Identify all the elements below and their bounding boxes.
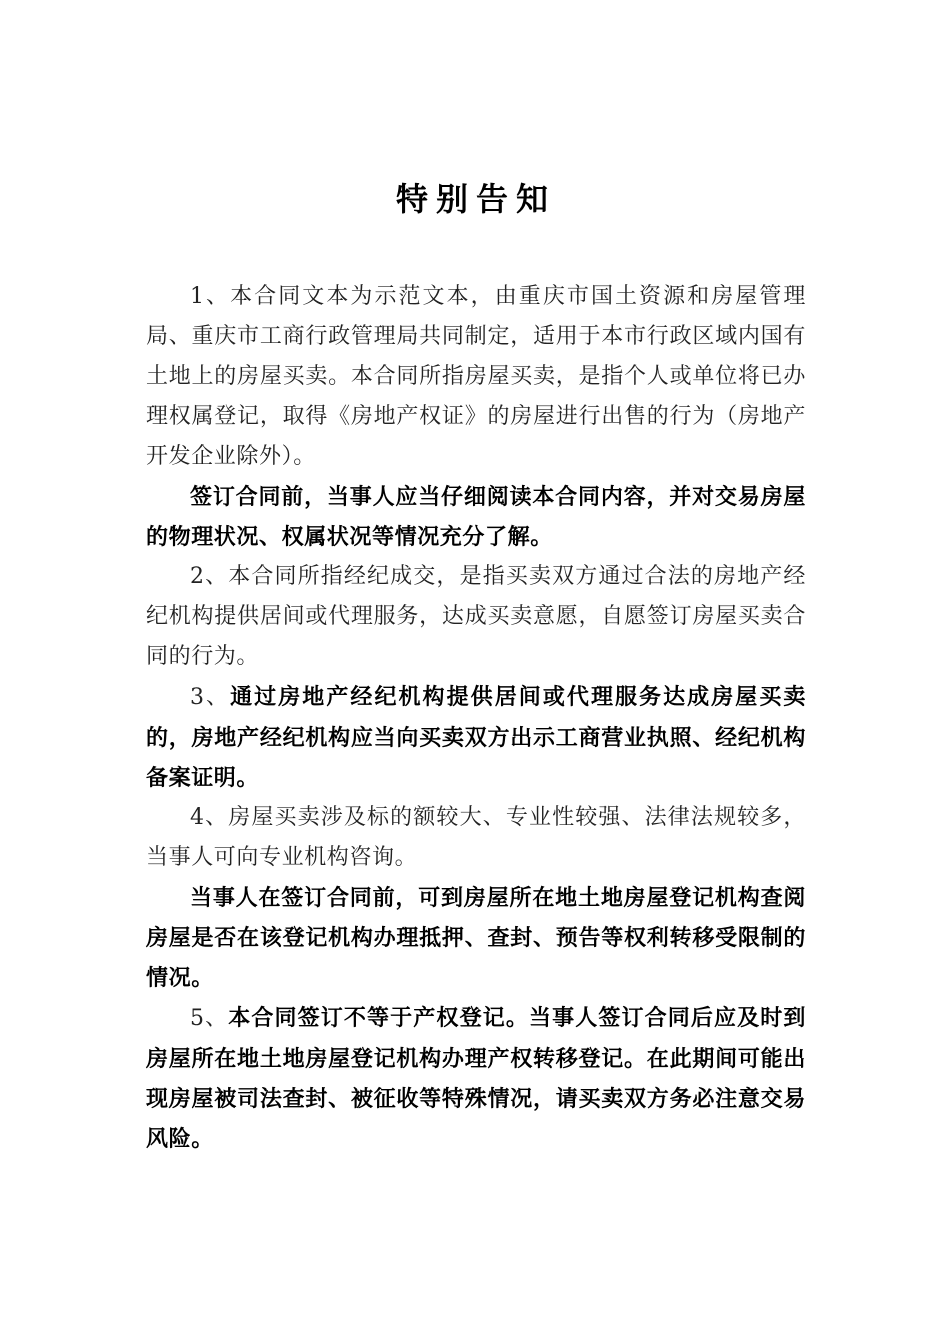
paragraph-4-number: 3、: [190, 685, 231, 710]
paragraph-3: 2、本合同所指经纪成交，是指买卖双方通过合法的房地产经纪机构提供居间或代理服务，达成买卖意愿，自愿签订房屋买卖合同的行为。: [146, 564, 806, 669]
paragraph-5: 4、房屋买卖涉及标的额较大、专业性较强、法律法规较多，当事人可向专业机构咨询。: [146, 805, 806, 870]
paragraph-4-text: 通过房地产经纪机构提供居间或代理服务达成房屋买卖的，房地产经纪机构应当向买卖双方出示工商营业执照、经纪机构备案证明。: [146, 684, 806, 791]
document-body: [146, 277, 806, 1159]
paragraph-7-text: 本合同签订不等于产权登记。当事人签订合同后应及时到房屋所在地土地房屋登记机构办理产权转移登记。在此期间可能出现房屋被司法查封、被征收等特殊情况，请买卖双方务必注意交易风险。: [146, 1005, 806, 1152]
paragraph-4-notice: [146, 677, 806, 798]
paragraph-7-number: 5、: [190, 1006, 229, 1031]
paragraph-7-notice: [146, 998, 806, 1159]
paragraph-6-notice: 当事人在签订合同前，可到房屋所在地土地房屋登记机构查阅房屋是否在该登记机构办理抵押、查封、预告等权利转移受限制的情况。: [146, 885, 806, 991]
paragraph-2-notice: 签订合同前，当事人应当仔细阅读本合同内容，并对交易房屋的物理状况、权属状况等情况充分了解。: [146, 484, 806, 550]
document-title: 特别告知: [395, 180, 556, 218]
paragraph-1: 1、本合同文本为示范文本，由重庆市国土资源和房屋管理局、重庆市工商行政管理局共同制定，适用于本市行政区域内国有土地上的房屋买卖。本合同所指房屋买卖，是指个人或单位将已办理权属登记，取得《房地产权证》的房屋进行出售的行为（房地产开发企业除外）。: [146, 284, 806, 469]
